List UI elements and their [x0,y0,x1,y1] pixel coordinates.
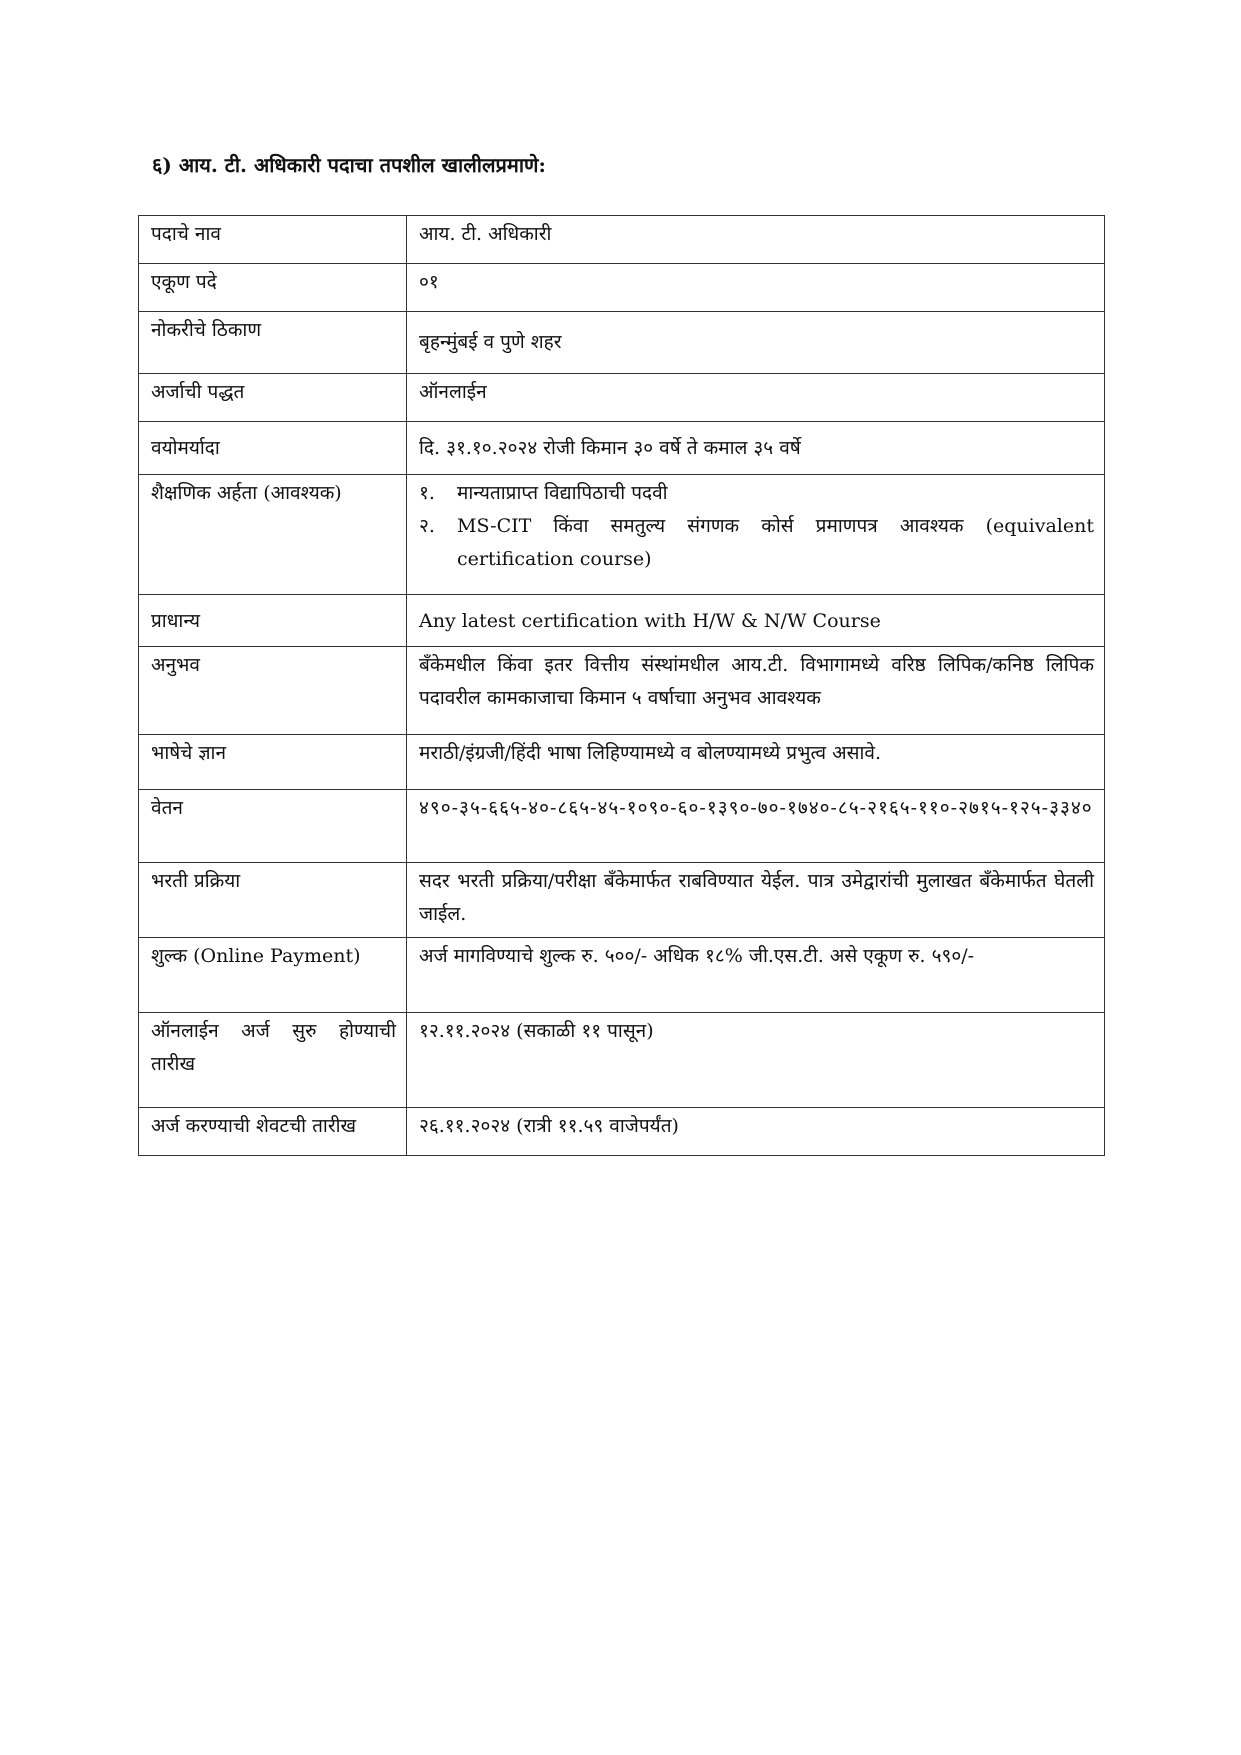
post-details-table [138,215,1105,1156]
table-row-salary [139,790,1105,863]
table-row-language [139,735,1105,790]
page-heading: ६) आय. टी. अधिकारी पदाचा तपशील खालीलप्रमाणे: [152,153,546,177]
row-label-text: प्राधान्य [151,610,200,632]
row-value [407,422,1105,475]
row-value [407,312,1105,374]
table-row-education [139,475,1105,595]
row-value-text: Any latest certification with H/W & N/W Course [419,610,881,632]
qualification-list [419,477,1094,576]
table-row-job-location [139,312,1105,374]
row-label: भाषेचे ज्ञान [139,735,407,790]
table-row-recruitment-process [139,863,1105,938]
row-label [139,422,407,475]
table-row-application-start-date [139,1013,1105,1108]
row-value: बँकेमधील किंवा इतर वित्तीय संस्थांमधील आय.टी. विभागामध्ये वरिष्ठ लिपिक/कनिष्ठ लिपिक पदावरील कामकाजाचा किमान ५ वर्षाचाा अनुभव आवश्यक [407,647,1105,735]
row-label: ऑनलाईन अर्ज सुरु होण्याची तारीख [139,1013,407,1108]
row-label: शुल्क (Online Payment) [139,938,407,1013]
table-row-post-name [139,216,1105,264]
row-label: अनुभव [139,647,407,735]
row-label: नोकरीचे ठिकाण [139,312,407,374]
row-value: मराठी/इंग्रजी/हिंदी भाषा लिहिण्यामध्ये व बोलण्यामध्ये प्रभुत्व असावे. [407,735,1105,790]
row-value: ऑनलाईन [407,374,1105,422]
list-item-number: १. [419,482,435,504]
row-label: शैक्षणिक अर्हता (आवश्यक) [139,475,407,595]
list-item-number: २. [419,515,435,537]
table-row-experience [139,647,1105,735]
row-label: एकूण पदे [139,264,407,312]
row-value-text: बृहन्मुंबई व पुणे शहर [419,331,562,353]
row-label: पदाचे नाव [139,216,407,264]
row-label [139,595,407,647]
row-value: सदर भरती प्रक्रिया/परीक्षा बँकेमार्फत राबविण्यात येईल. पात्र उमेद्वारांची मुलाखत बँकेमार्फत घेतली जाईल. [407,863,1105,938]
row-label: वेतन [139,790,407,863]
table-row-application-mode [139,374,1105,422]
row-value: ४९०-३५-६६५-४०-८६५-४५-१०९०-६०-१३९०-७०-१७४०-८५-२१६५-११०-२७१५-१२५-३३४० [407,790,1105,863]
table-row-age-limit [139,422,1105,475]
row-label: अर्ज करण्याची शेवटची तारीख [139,1108,407,1156]
row-value: १२.११.२०२४ (सकाळी ११ पासून) [407,1013,1105,1108]
row-value-text: दि. ३१.१०.२०२४ रोजी किमान ३० वर्षे ते कमाल ३५ वर्षे [419,437,801,459]
row-value: २६.११.२०२४ (रात्री ११.५९ वाजेपर्यंत) [407,1108,1105,1156]
row-label: भरती प्रक्रिया [139,863,407,938]
list-item-text: MS-CIT किंवा समतुल्य संगणक कोर्स प्रमाणपत्र आवश्यक (equivalent certification course) [457,515,1094,570]
row-label-text: वयोमर्यादा [151,437,220,459]
table-row-total-posts [139,264,1105,312]
list-item [419,510,1094,576]
list-item-text: मान्यताप्राप्त विद्यापिठाची पदवी [457,482,668,504]
row-value: अर्ज मागविण्याचे शुल्क रु. ५००/- अधिक १८% जी.एस.टी. असे एकूण रु. ५९०/- [407,938,1105,1013]
row-value [407,595,1105,647]
table-row-application-last-date [139,1108,1105,1156]
table-row-preference [139,595,1105,647]
row-label: अर्जाची पद्धत [139,374,407,422]
list-item [419,477,1094,510]
table-row-fee [139,938,1105,1013]
row-value: आय. टी. अधिकारी [407,216,1105,264]
row-value [407,475,1105,595]
row-value: ०१ [407,264,1105,312]
